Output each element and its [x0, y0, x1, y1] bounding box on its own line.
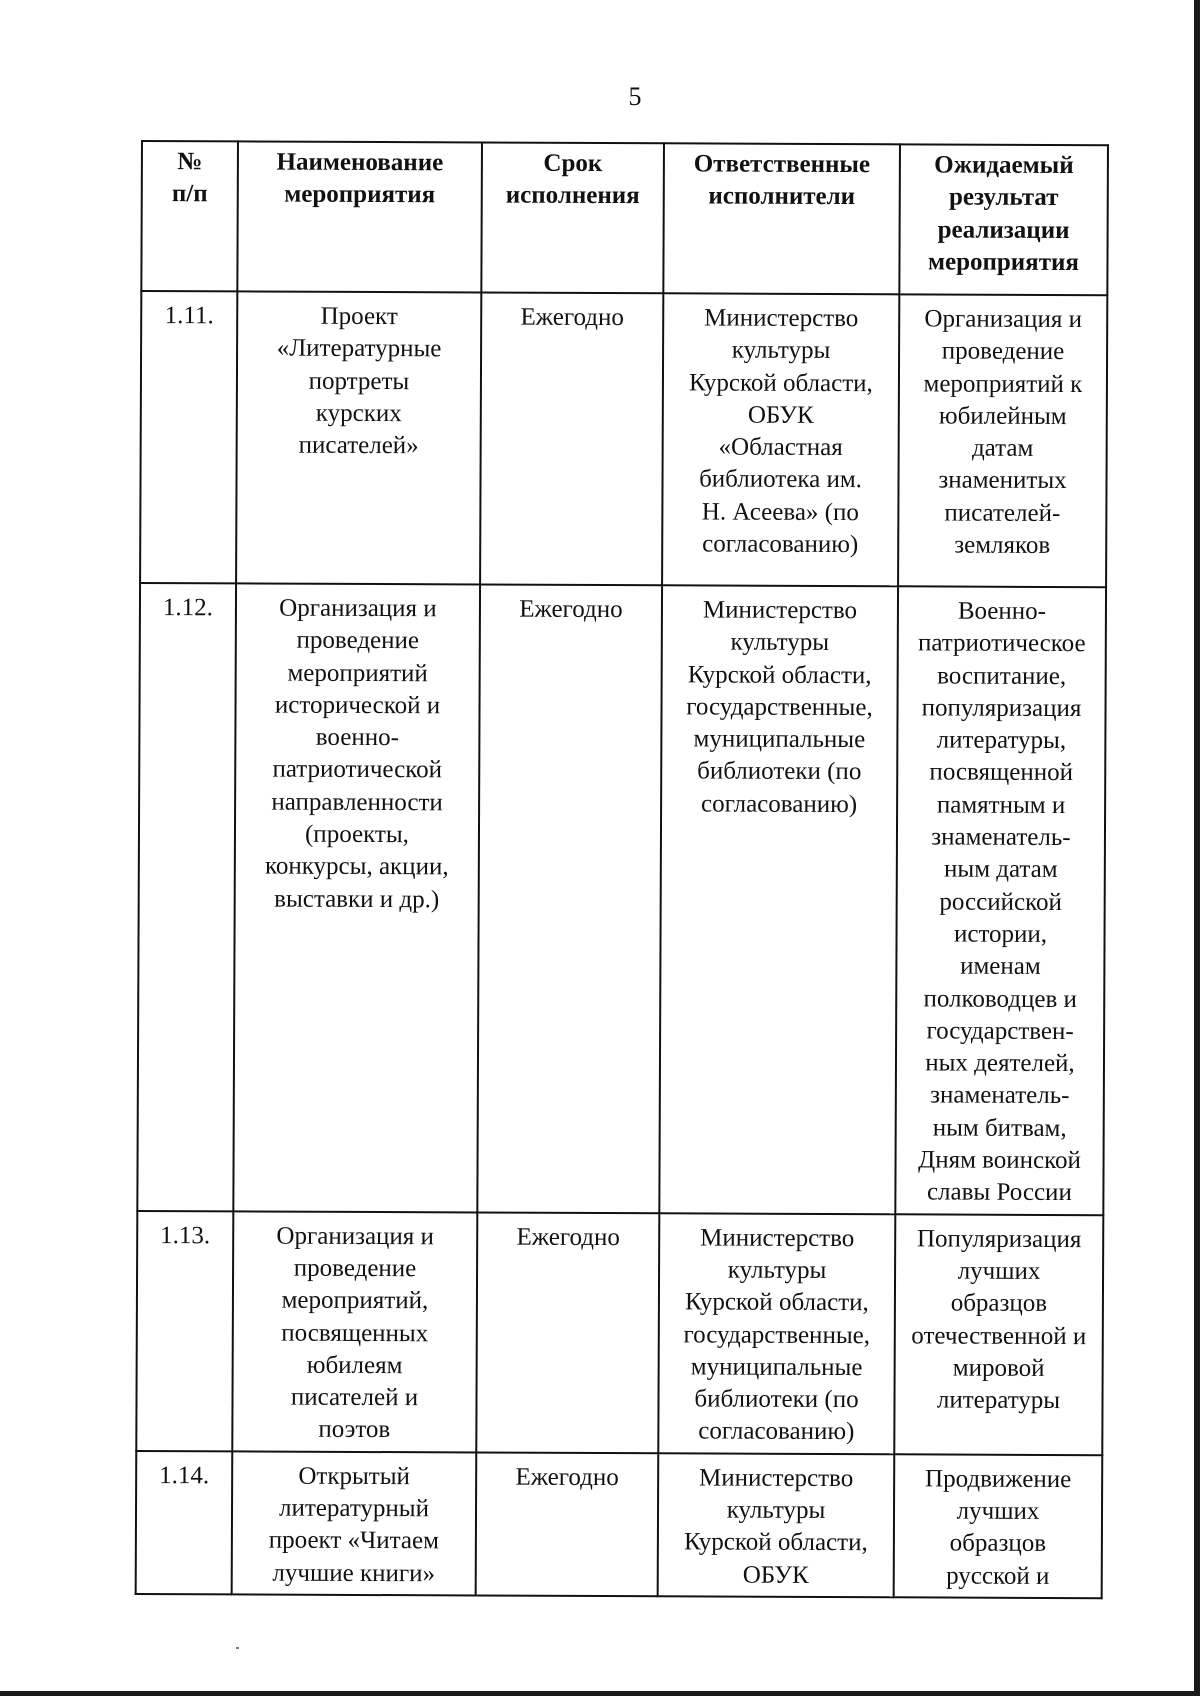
table-row — [137, 583, 1106, 1215]
row-number: 1.11. — [140, 291, 237, 583]
page-number: 5 — [628, 82, 642, 111]
header-term: Срок исполнения — [481, 142, 664, 293]
activity-result: Продвижение лучших образцов русской и — [894, 1454, 1103, 1598]
activity-responsible: Министерство культуры Курской области, ОБУК — [658, 1453, 895, 1597]
activity-responsible: Министерство культуры Курской области, государственные, муниципальные библиотеки (по согласованию) — [658, 1213, 895, 1454]
header-responsible: Ответственные исполнители — [663, 143, 900, 294]
row-number: 1.12. — [137, 583, 236, 1211]
scan-border-bottom — [0, 1691, 1200, 1696]
activity-term: Ежегодно — [477, 584, 662, 1212]
row-number: 1.14. — [136, 1451, 233, 1595]
scan-speck — [236, 1647, 239, 1649]
table-row — [136, 1451, 1103, 1598]
header-number: № п/п — [141, 141, 238, 291]
activity-term: Ежегодно — [480, 292, 663, 585]
activity-responsible: Министерство культуры Курской области, государственные, муниципальные библиотеки (по согласованию) — [659, 585, 898, 1214]
scan-border-right — [1194, 0, 1200, 1696]
activity-result: Организация и проведение мероприятий к юбилейным датам знаменитых писателей- земляков — [898, 294, 1107, 587]
table-row — [136, 1211, 1103, 1455]
activity-term: Ежегодно — [476, 1212, 659, 1453]
header-activity-name: Наименование мероприятия — [237, 141, 482, 292]
row-number: 1.13. — [136, 1211, 233, 1451]
activity-result: Военно- патриотическое воспитание, популяризация литературы, посвященной памятным и знаменатель- ным датам российской истории, именам полководцев и государствен- ных деятелей, знаменатель- ным битвам, Дням воинской славы России — [895, 586, 1106, 1215]
header-expected-result: Ожидаемый результат реализации мероприятия — [899, 144, 1108, 295]
activities-table — [135, 140, 1109, 1599]
activity-responsible: Министерство культуры Курской области, ОБУК «Областная библиотека им. Н. Асеева» (по согласованию) — [662, 293, 899, 586]
activity-name: Проект «Литературные портреты курских писателей» — [236, 291, 481, 584]
activity-name: Открытый литературный проект «Читаем лучшие книги» — [232, 1451, 477, 1595]
activity-name: Организация и проведение мероприятий исторической и военно- патриотической направленности (проекты, конкурсы, акции, выставки и др.) — [233, 583, 480, 1212]
activity-name: Организация и проведение мероприятий, посвященных юбилеям писателей и поэтов — [232, 1211, 477, 1452]
table-header-row — [141, 141, 1108, 295]
activity-term: Ежегодно — [476, 1452, 659, 1596]
table-row — [140, 291, 1107, 587]
activity-result: Популяризация лучших образцов отечественной и мировой литературы — [894, 1214, 1103, 1455]
